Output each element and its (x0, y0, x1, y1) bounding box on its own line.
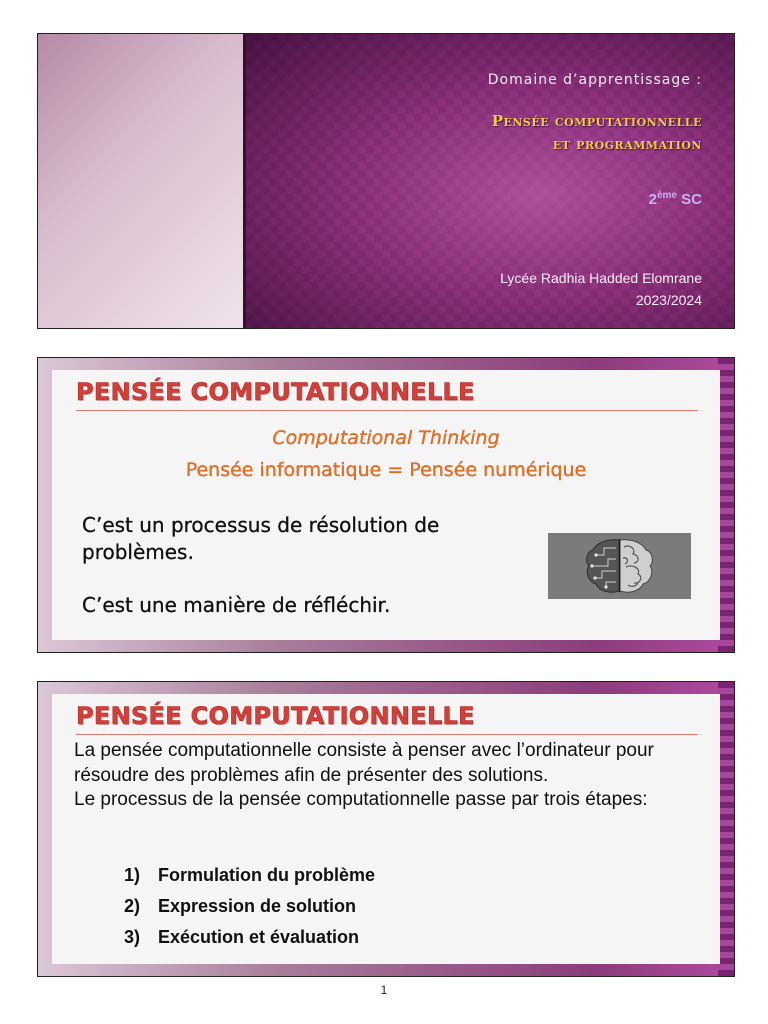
list-item (124, 891, 375, 922)
slide-content-panel (52, 370, 720, 640)
slide-right-panel (246, 34, 734, 328)
slide-title: PENSÉE COMPUTATIONNELLE (76, 378, 475, 406)
definition-text-2: C’est une manière de réfléchir. (82, 593, 391, 617)
description-paragraph-2: Le processus de la pensée computationnelle passe par trois étapes: (74, 789, 648, 810)
title-underline (76, 410, 698, 411)
course-title-line-1: Pensée computationnelle (491, 112, 702, 130)
class-level-section: SC (676, 191, 702, 208)
step-label: Expression de solution (158, 896, 357, 916)
step-number: 2) (124, 896, 141, 916)
domain-label: Domaine d’apprentissage : (487, 72, 702, 88)
course-title-line-2: et programmation (552, 135, 702, 153)
subtitle-english: Computational Thinking (272, 427, 500, 449)
steps-list (124, 860, 375, 953)
slide-content-panel (52, 694, 720, 964)
step-number: 3) (124, 927, 141, 947)
class-level-ordinal: ème (656, 190, 677, 201)
process-slide (38, 682, 734, 976)
list-item (124, 860, 375, 891)
slide-title: PENSÉE COMPUTATIONNELLE (76, 702, 475, 730)
definition-text: C’est un processus de résolution de problèmes. (82, 513, 440, 564)
page-number: 1 (380, 983, 388, 997)
title-slide (38, 34, 734, 328)
decorative-stripe (718, 358, 734, 652)
title-underline (76, 734, 698, 735)
description-paragraph-1: La pensée computationnelle consiste à penser avec l’ordinateur pour résoudre des problèmes afin de présenter des solutions. (74, 740, 654, 786)
slide-left-panel (38, 34, 243, 328)
definition-slide (38, 358, 734, 652)
class-level (649, 190, 702, 208)
step-label: Formulation du problème (158, 865, 376, 885)
brain-circuit-icon (548, 533, 691, 599)
class-level-number: 2 (648, 191, 657, 208)
list-item (124, 922, 375, 953)
school-name: Lycée Radhia Hadded Elomrane (500, 270, 702, 286)
step-number: 1) (124, 865, 141, 885)
decorative-stripe (718, 682, 734, 976)
process-description (74, 739, 694, 813)
course-title (492, 110, 702, 156)
step-label: Exécution et évaluation (158, 927, 360, 947)
school-year: 2023/2024 (635, 292, 702, 308)
subtitle-synonyms: Pensée informatique = Pensée numérique (185, 459, 587, 481)
